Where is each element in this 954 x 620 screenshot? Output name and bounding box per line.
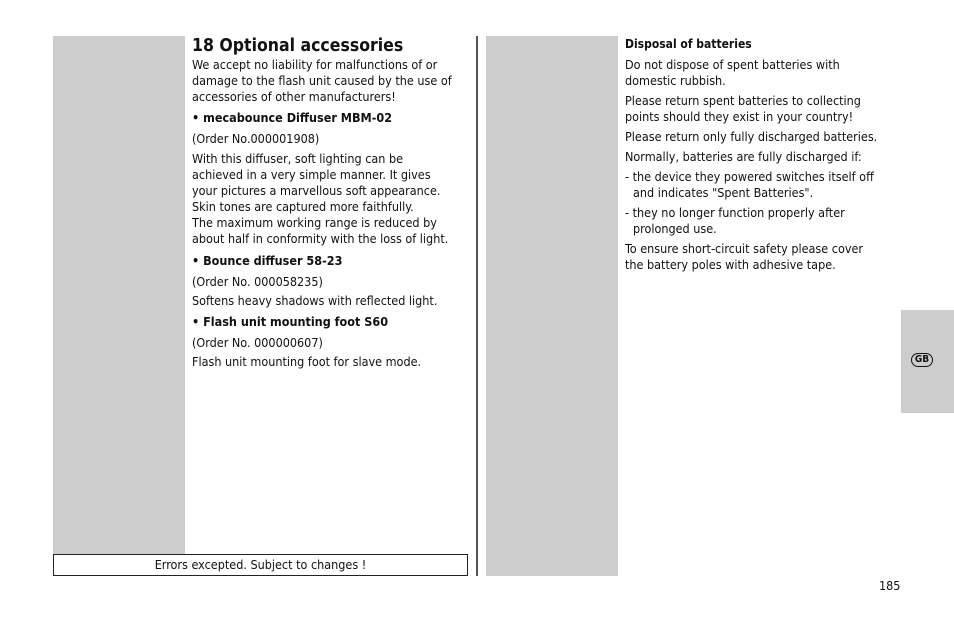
left-margin-column xyxy=(53,36,185,554)
item-mbm02-name: • mecabounce Diffuser MBM-02 xyxy=(192,110,393,125)
intro-text: We accept no liability for malfunctions of or damage to the flash unit caused by the use of accessories of other manufacturers! xyxy=(192,57,452,104)
item-mounting-foot-order: (Order No. 000000607) xyxy=(192,335,323,350)
right-margin-column xyxy=(486,36,618,576)
language-badge: GB xyxy=(911,353,933,367)
item-mbm02-order: (Order No.000001908) xyxy=(192,131,320,146)
item-mbm02-description: With this diffuser, soft lighting can be achieved in a very simple manner. It gives your pictures a marvellous soft appearance. Skin tones are captured more faithfully. The maximum working range is reduced by about half in conformity with the loss of light. xyxy=(192,151,449,246)
disposal-title: Disposal of batteries xyxy=(625,37,752,51)
column-divider xyxy=(476,36,478,576)
item-bounce-diffuser-description: Softens heavy shadows with reflected light. xyxy=(192,293,438,308)
item-bounce-diffuser-name: • Bounce diffuser 58-23 xyxy=(192,253,343,268)
item-mounting-foot-description: Flash unit mounting foot for slave mode. xyxy=(192,354,422,369)
item-mounting-foot-name: • Flash unit mounting foot S60 xyxy=(192,314,389,329)
footer-disclaimer: Errors excepted. Subject to changes ! xyxy=(53,554,468,576)
disposal-text: Do not dispose of spent batteries with domestic rubbish. Please return spent batteries to collecting points should they exist in your country! Please return only fully discharged batteries. Normally, batteries are fully discharged if: - the device they powered switches itself off and indicates "Spent Batteries". - they no longer function properly after prolonged use. To ensure short-circuit safety please cover the battery poles with adhesive tape. xyxy=(625,57,878,272)
section-title: 18 Optional accessories xyxy=(192,36,404,56)
page-number: 185 xyxy=(879,578,901,593)
item-bounce-diffuser-order: (Order No. 000058235) xyxy=(192,274,323,289)
